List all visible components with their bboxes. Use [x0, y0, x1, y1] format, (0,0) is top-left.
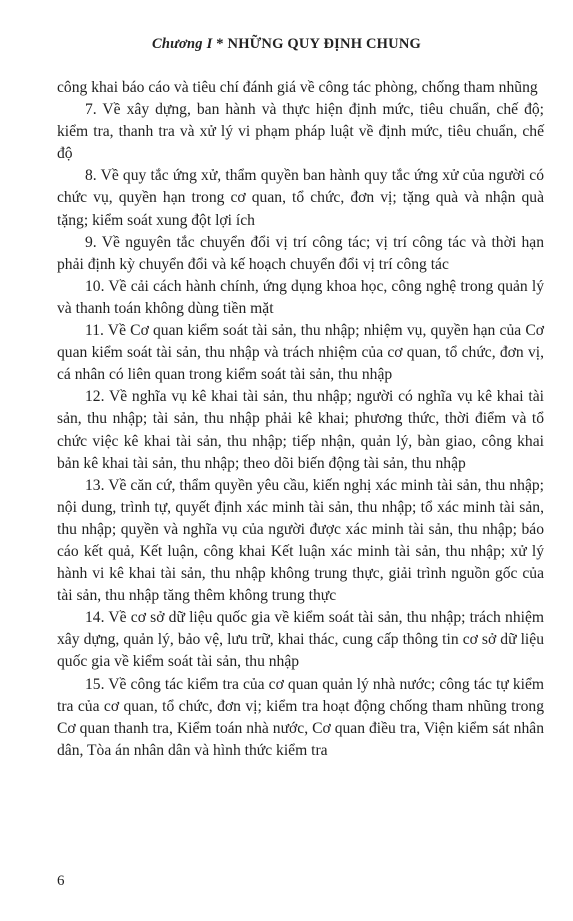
paragraph-item-11: 11. Về Cơ quan kiểm soát tài sản, thu nhập; nhiệm vụ, quyền hạn của Cơ quan kiểm soát tài sản, thu nhập và trách nhiệm của cơ quan, tổ chức, đơn vị, cá nhân có liên quan trong kiểm soát tài sản, thu nhập — [57, 322, 544, 384]
paragraph-item-9: 9. Về nguyên tắc chuyển đổi vị trí công tác; vị trí công tác và thời hạn phải định kỳ chuyển đổi và kế hoạch chuyển đổi vị trí công tác — [57, 233, 544, 273]
paragraph-item-8: 8. Về quy tắc ứng xử, thẩm quyền ban hành quy tắc ứng xử của người có chức vụ, quyền hạn trong cơ quan, tổ chức, đơn vị; tặng quà và nhận quà tặng; kiểm soát xung đột lợi ích — [57, 167, 544, 229]
paragraph-item-10: 10. Về cải cách hành chính, ứng dụng khoa học, công nghệ trong quản lý và thanh toán không dùng tiền mặt — [57, 277, 544, 317]
paragraph-item-14: 14. Về cơ sở dữ liệu quốc gia về kiểm soát tài sản, thu nhập; trách nhiệm xây dựng, quản lý, bảo vệ, lưu trữ, khai thác, cung cấp thông tin cơ sở dữ liệu quốc gia về kiểm soát tài sản, thu nhập — [57, 609, 544, 671]
paragraph-item-13: 13. Về căn cứ, thẩm quyền yêu cầu, kiến nghị xác minh tài sản, thu nhập; nội dung, trình tự, quyết định xác minh tài sản, thu nhập; tổ xác minh tài sản, thu nhập; quyền và nghĩa vụ của người được xác minh tài sản, thu nhập; báo cáo kết quả, Kết luận, công khai Kết luận xác minh tài sản, thu nhập; xử lý hành vi kê khai tài sản, thu nhập không trung thực, giải trình nguồn gốc của tài sản, thu nhập tăng thêm không trung thực — [57, 476, 544, 605]
paragraph-item-15: 15. Về công tác kiểm tra của cơ quan quản lý nhà nước; công tác tự kiểm tra của cơ quan, tổ chức, đơn vị; kiểm tra hoạt động chống tham nhũng trong Cơ quan thanh tra, Kiểm toán nhà nước, Cơ quan điều tra, Viện kiểm sát nhân dân, Tòa án nhân dân và hình thức kiểm tra — [57, 675, 544, 759]
running-header — [0, 36, 573, 53]
chapter-title: NHỮNG QUY ĐỊNH CHUNG — [227, 36, 421, 52]
page-number: 6 — [57, 873, 65, 889]
paragraph-continuation: công khai báo cáo và tiêu chí đánh giá về công tác phòng, chống tham nhũng — [57, 79, 538, 96]
paragraph-item-7: 7. Về xây dựng, ban hành và thực hiện định mức, tiêu chuẩn, chế độ; kiểm tra, thanh tra và xử lý vi phạm pháp luật về định mức, tiêu chuẩn, chế độ — [57, 101, 544, 163]
chapter-label: Chương I — [152, 36, 213, 52]
header-separator: * — [212, 36, 228, 52]
paragraph-item-12: 12. Về nghĩa vụ kê khai tài sản, thu nhập; người có nghĩa vụ kê khai tài sản, thu nhập; tài sản, thu nhập phải kê khai; phương thức, thời điểm và tổ chức việc kê khai tài sản, thu nhập; tiếp nhận, quản lý, bàn giao, công khai bản kê khai tài sản, thu nhập; theo dõi biến động tài sản, thu nhập — [57, 388, 544, 472]
page-body — [57, 77, 544, 762]
